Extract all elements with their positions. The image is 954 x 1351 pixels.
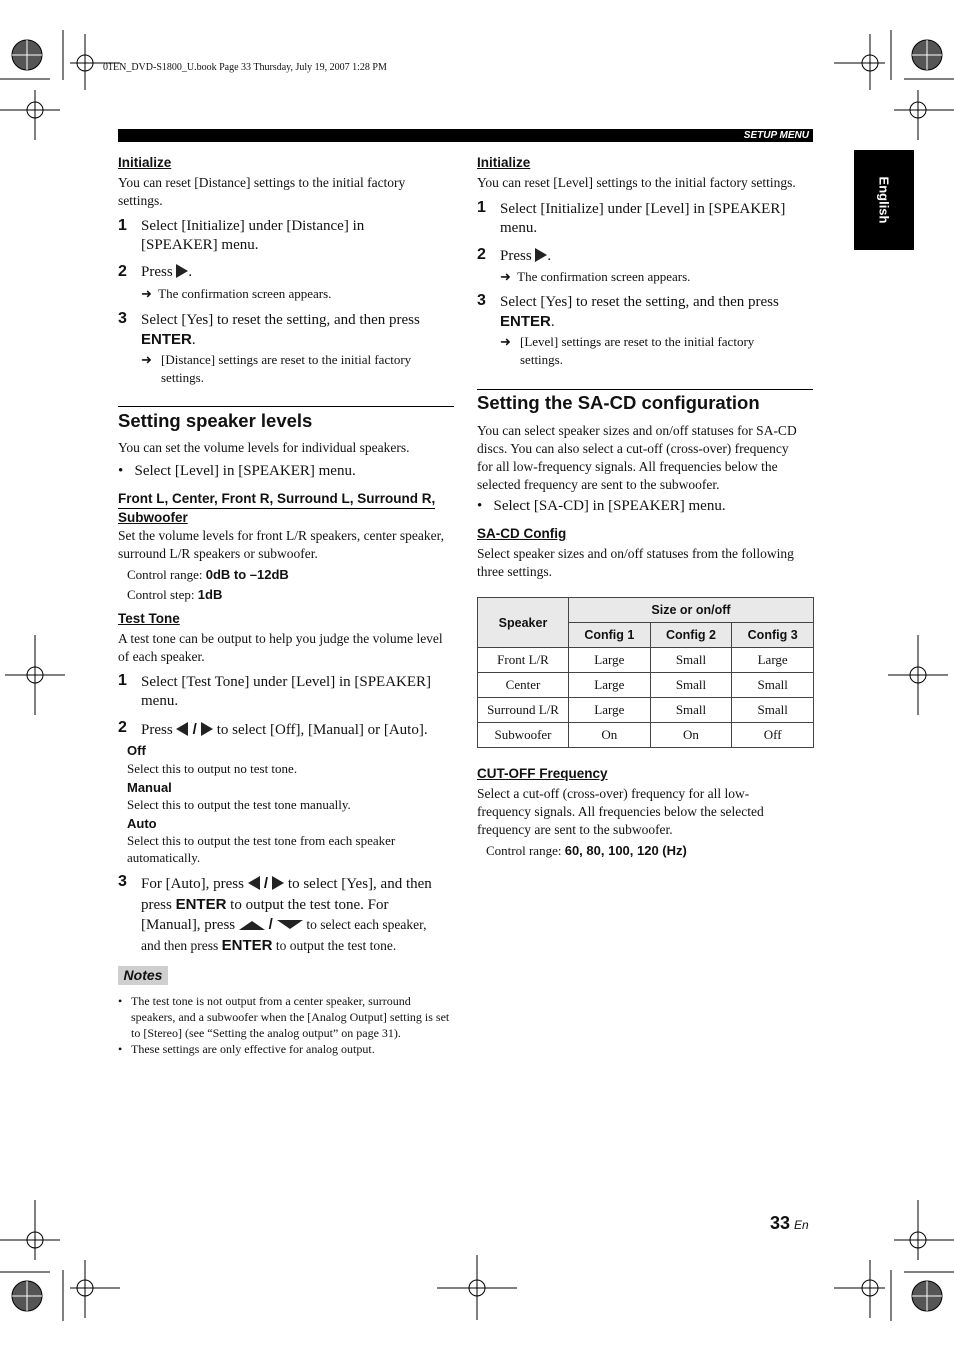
note-item: • These settings are only effective for analog output.: [118, 1042, 375, 1056]
step-number: 3: [118, 873, 127, 890]
table-cell: On: [650, 723, 732, 748]
step-number: 2: [477, 246, 486, 263]
config-header: Config 3: [732, 623, 814, 648]
step-text-main: Select [Yes] to reset the setting, and then press: [500, 294, 779, 310]
left-initialize-heading: Initialize: [118, 155, 172, 170]
language-tab-label: English: [876, 176, 892, 224]
bullet-item: • Select [SA-CD] in [SPEAKER] menu.: [477, 498, 726, 514]
table-cell: Center: [478, 673, 569, 698]
table-row: [478, 723, 814, 748]
step-number: 1: [118, 217, 127, 234]
cutoff-heading: CUT-OFF Frequency: [477, 766, 608, 781]
language-tab: [854, 150, 914, 250]
test-tone-heading: Test Tone: [118, 611, 180, 626]
cutoff-range-value: 60, 80, 100, 120 (Hz): [564, 843, 687, 858]
result-line: [141, 351, 446, 387]
step-number: 2: [118, 719, 127, 736]
step3-text-e: [Manual], press: [141, 917, 236, 933]
step-text: Select [Yes] to reset the setting, and then press ENTER.: [141, 312, 420, 348]
section-banner: [118, 129, 813, 142]
channel-heading: [118, 490, 458, 527]
press-label: Press: [500, 248, 532, 264]
table-row: [478, 648, 814, 673]
right-initialize-heading: Initialize: [477, 155, 531, 170]
result-arrow-icon: ➜: [141, 352, 152, 367]
notes-list: [118, 993, 454, 1057]
step-number: 1: [118, 672, 127, 689]
channel-body: Set the volume levels for front L/R speakers, center speaker, surround L/R speakers or subwoofer.: [118, 528, 444, 561]
table-cell: Off: [732, 723, 814, 748]
table-cell: Surround L/R: [478, 698, 569, 723]
bullet-text: Select [Level] in [SPEAKER] menu.: [134, 463, 356, 479]
note-text: The test tone is not output from a center speaker, surround speakers, and a subwoofer when the [Analog Output] setting is set to [Stereo] (see “Setting the analog output” on page 31).: [131, 994, 450, 1040]
step-text: Select [Initialize] under [Level] in [SPEAKER] menu.: [500, 201, 786, 236]
option-auto-desc: Select this to output the test tone from each speaker automatically.: [127, 833, 396, 865]
table-cell: On: [569, 723, 651, 748]
test-tone-intro: A test tone can be output to help you judge the volume level of each speaker.: [118, 631, 443, 664]
step-text: Press .: [500, 248, 552, 264]
table-cell: Small: [732, 698, 814, 723]
enter-key-label: ENTER: [500, 313, 551, 330]
page-lang: En: [794, 1218, 809, 1232]
result-line: [500, 333, 800, 369]
step-number: 1: [477, 199, 486, 216]
right-initialize-intro: You can reset [Level] settings to the initial factory settings.: [477, 175, 796, 190]
table-cell: Small: [650, 648, 732, 673]
size-group-header: Size or on/off: [569, 598, 814, 623]
enter-key-label: ENTER: [175, 895, 227, 913]
section-rule: [477, 389, 813, 390]
step-text: Select [Initialize] under [Distance] in [SPEAKER] menu.: [141, 218, 365, 253]
step3-text-b: to select [Yes], and then: [287, 876, 432, 892]
step-text-tail: to select [Off], [Manual] or [Auto].: [216, 722, 428, 738]
right-arrow-icon: [535, 248, 547, 262]
step-number: 2: [118, 263, 127, 280]
step-text: Select [Test Tone] under [Level] in [SPEAKER] menu.: [141, 674, 432, 709]
table-cell: Small: [650, 673, 732, 698]
option-manual-label: Manual: [127, 780, 172, 795]
note-item: • The test tone is not output from a center speaker, surround speakers, and a subwoofer when the [Analog Output] setting is set to [Stereo] (see “Setting the analog output” on page 31).: [118, 994, 450, 1040]
step3-text-a: For [Auto], press: [141, 876, 244, 892]
control-step-label: Control step:: [127, 587, 195, 602]
section-banner-label: SETUP MENU: [743, 130, 809, 141]
step-number: 3: [477, 292, 486, 309]
left-initialize-intro: You can reset [Distance] settings to the initial factory settings.: [118, 175, 406, 208]
cutoff-range-label: Control range:: [486, 843, 562, 858]
result-arrow-icon: ➜: [500, 334, 511, 349]
cutoff-range: [486, 842, 687, 859]
step-text: Select [Yes] to reset the setting, and then press ENTER.: [500, 294, 779, 330]
up-arrow-icon: [239, 920, 265, 930]
control-range: [127, 566, 289, 583]
book-info: 01EN_DVD-S1800_U.book Page 33 Thursday, July 19, 2007 1:28 PM: [103, 62, 387, 73]
step3-text-c: press: [141, 896, 172, 913]
page-number-block: [770, 1213, 809, 1234]
step-text: Press / to select [Off], [Manual] or [Auto].: [141, 721, 428, 738]
step-text: Press .: [141, 264, 193, 280]
option-off-label: Off: [127, 743, 146, 758]
sacd-config-body: Select speaker sizes and on/off statuses from the following three settings.: [477, 546, 794, 579]
table-cell: Large: [569, 673, 651, 698]
result-text: The confirmation screen appears.: [158, 286, 332, 301]
table-cell: Front L/R: [478, 648, 569, 673]
speaker-levels-title: Setting speaker levels: [118, 410, 313, 431]
right-arrow-icon: [176, 264, 188, 278]
sacd-config-heading: SA-CD Config: [477, 526, 567, 541]
bullet-item: • Select [Level] in [SPEAKER] menu.: [118, 463, 356, 479]
sacd-config-table: [477, 597, 814, 748]
step3-text-h: to output the test tone.: [275, 937, 397, 953]
table-cell: Large: [569, 698, 651, 723]
enter-key-label: ENTER: [141, 331, 192, 348]
table-cell: Subwoofer: [478, 723, 569, 748]
result-arrow-icon: ➜: [500, 269, 511, 284]
press-label: Press: [141, 722, 173, 738]
config-header: Config 1: [569, 623, 651, 648]
speaker-levels-intro: You can set the volume levels for individual speakers.: [118, 440, 410, 455]
result-line: [500, 268, 690, 286]
left-arrow-icon: [176, 722, 188, 736]
note-text: These settings are only effective for analog output.: [131, 1042, 375, 1056]
enter-key-label: ENTER: [221, 936, 273, 954]
step-text: For [Auto], press / to select [Yes], and then press ENTER to output the test tone. For [Manual], press / to select each speaker, and then press ENTER to output the test tone.: [141, 875, 432, 954]
table-cell: Large: [569, 648, 651, 673]
channel-heading-line1: Front L, Center, Front R, Surround L, Surround R,: [118, 490, 435, 509]
cutoff-body: Select a cut-off (cross-over) frequency for all low-frequency signals. All frequencies below the selected frequency are sent to the subwoofer.: [477, 786, 764, 837]
left-arrow-icon: [248, 876, 260, 890]
section-rule: [118, 406, 454, 407]
control-step: [127, 586, 222, 603]
notes-label: Notes: [118, 966, 168, 985]
config-header: Config 2: [650, 623, 732, 648]
right-arrow-icon: [201, 722, 213, 736]
option-manual-desc: Select this to output the test tone manually.: [127, 797, 351, 812]
step3-text-d: to output the test tone. For: [230, 896, 389, 913]
result-text: [Distance] settings are reset to the initial factory settings.: [161, 352, 412, 385]
result-text: The confirmation screen appears.: [517, 269, 691, 284]
step3-text-f: to select each speaker,: [306, 917, 427, 932]
table-row: [478, 673, 814, 698]
speaker-column-header: Speaker: [478, 598, 569, 648]
step3-text-g: and then press: [141, 937, 219, 953]
sacd-intro: You can select speaker sizes and on/off statuses for SA-CD discs. You can also select a cut-off (cross-over) frequency for all low-frequency signals. All frequencies below the selected frequency are sent to the subwoofer.: [477, 423, 797, 492]
table-row: [478, 698, 814, 723]
control-range-label: Control range:: [127, 567, 203, 582]
channel-heading-line2: Subwoofer: [118, 510, 188, 525]
table-cell: Small: [650, 698, 732, 723]
down-arrow-icon: [277, 920, 303, 930]
press-label: Press: [141, 264, 173, 280]
control-range-value: 0dB to –12dB: [205, 567, 289, 582]
option-off-desc: Select this to output no test tone.: [127, 761, 298, 776]
option-auto-label: Auto: [127, 816, 157, 831]
sacd-title: Setting the SA-CD configuration: [477, 392, 760, 413]
result-line: [141, 285, 331, 303]
control-step-value: 1dB: [197, 587, 223, 602]
table-cell: Small: [732, 673, 814, 698]
result-arrow-icon: ➜: [141, 286, 152, 301]
step-number: 3: [118, 310, 127, 327]
table-cell: Large: [732, 648, 814, 673]
bullet-text: Select [SA-CD] in [SPEAKER] menu.: [493, 498, 726, 514]
step-text-main: Select [Yes] to reset the setting, and then press: [141, 312, 420, 328]
result-text: [Level] settings are reset to the initial factory settings.: [520, 334, 755, 367]
right-arrow-icon: [272, 876, 284, 890]
table-header-row: [478, 598, 814, 623]
page-number: 33: [770, 1213, 791, 1233]
